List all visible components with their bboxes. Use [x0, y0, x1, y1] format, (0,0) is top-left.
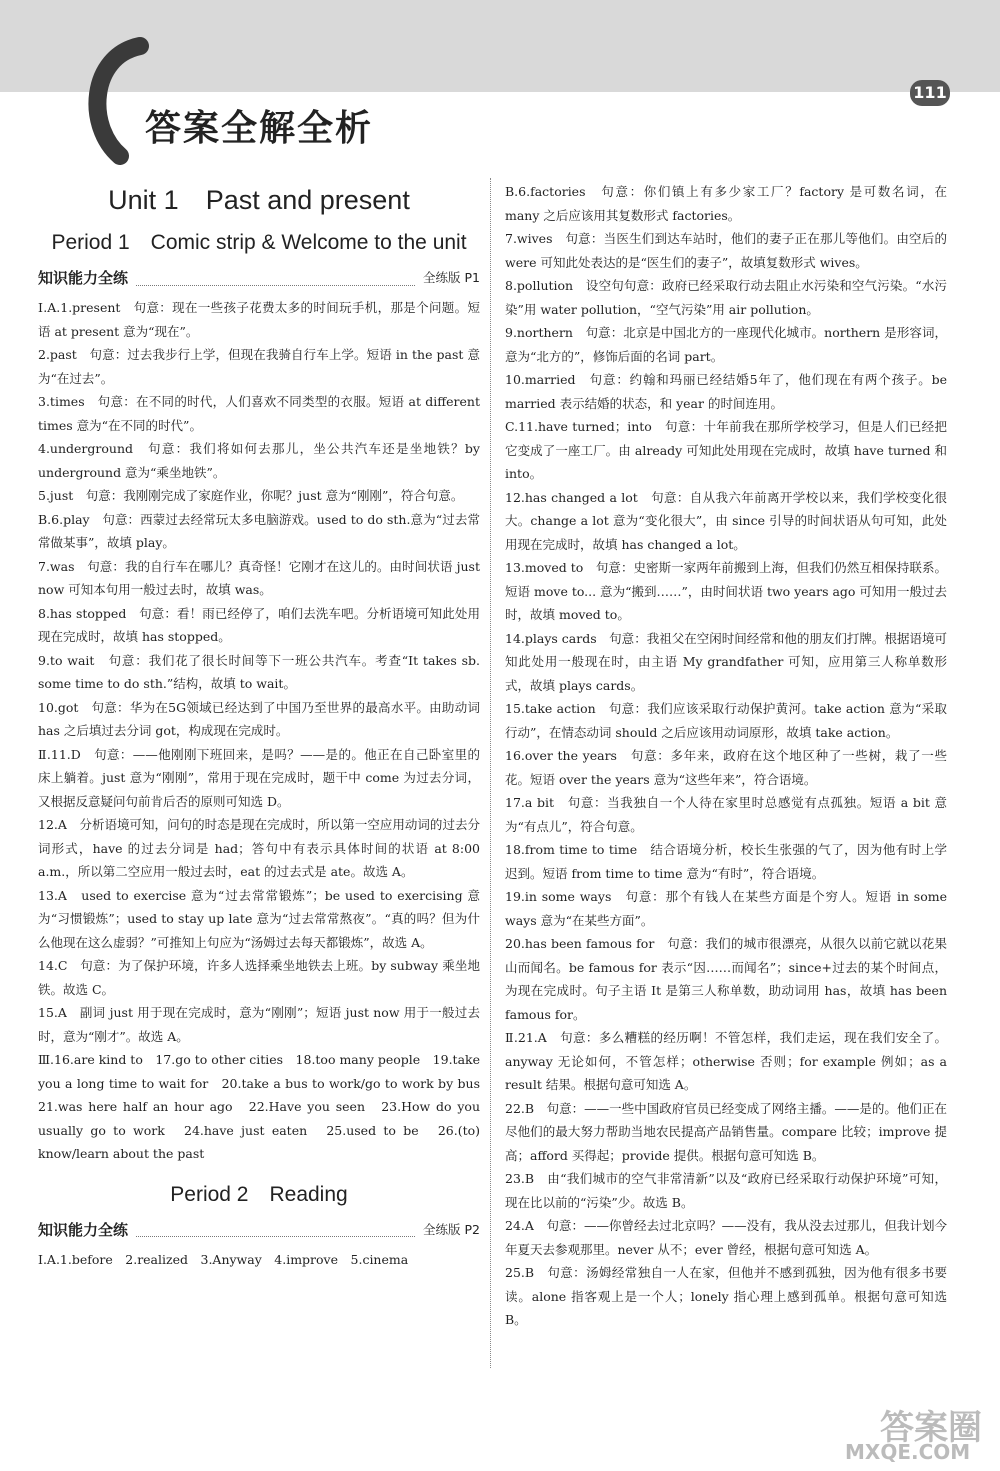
answer-item: 24.A 句意：——你曾经去过北京吗？——没有，我从没去过那儿，但我计划今年夏天去参观那里。never 从不；ever 曾经，根据句意可知选 A。	[505, 1218, 947, 1257]
period-title: Period 1 Comic strip & Welcome to the unit	[51, 231, 467, 254]
section-header	[38, 264, 480, 292]
section-header	[38, 1216, 480, 1244]
answer-item: 13.A used to exercise 意为“过去常常锻炼”；be used to exercising 意为“习惯锻炼”；used to stay up late 意为“过去常常熬夜”。“真的吗？但为什么他现在这么虚弱？”可推知上句应为“汤姆过去每天都锻炼”，故选 A。	[38, 887, 480, 950]
answer-item: 13.moved to 句意：史密斯一家两年前搬到上海，但我们仍然互相保持联系。短语 move to... 意为“搬到……”，由时间状语 two years ago 可知用一般过去时，故填 moved to。	[505, 560, 947, 622]
answer-item: 12.A 分析语境可知，问句的时态是现在完成时，所以第一空应用动词的过去分词形式，have 的过去分词是 had；答句中有表示具体时间的状语 at 8:00 a.m.，所以第二空应用一般过去时，eat 的过去式是 ate。故选 A。	[38, 817, 480, 879]
answer-item: 3.times 句意：在不同的时代，人们喜欢不同类型的衣服。短语 at different times 意为“在不同的时代”。	[38, 394, 480, 433]
answer-item: 4.underground 句意：我们将如何去那儿，坐公共汽车还是坐地铁？by underground 意为“乘坐地铁”。	[38, 441, 480, 480]
answer-item: 15.A 副词 just 用于现在完成时，意为“刚刚”；短语 just now 用于一般过去时，意为“刚才”。故选 A。	[38, 1005, 480, 1044]
right-column	[505, 180, 947, 1332]
section-label: 知识能力全练	[38, 269, 129, 287]
answer-item: 14.plays cards 句意：我祖父在空闲时间经常和他的朋友们打牌。根据语境可知此处用一般现在时，由主语 My grandfather 可知，应用第三人称单数形式，故填 plays cards。	[505, 630, 947, 693]
answer-list	[38, 296, 493, 1166]
answer-item: 5.just 句意：我刚刚完成了家庭作业，你呢？just 意为“刚刚”，符合句意。	[38, 488, 464, 503]
answer-item: 16.over the years 句意：多年来，政府在这个地区种了一些树，栽了一些花。短语 over the years 意为“这些年来”，符合语境。	[505, 748, 947, 787]
answer-item: 25.B 句意：汤姆经常独自一人在家，但他并不感到孤独，因为他有很多书要读。alone 指客观上是一个人；lonely 指心理上感到孤单。根据句意可知选 B。	[505, 1265, 947, 1327]
section-ref: 全练版 P1	[423, 270, 480, 285]
answer-item: 19.in some ways 句意：那个有钱人在某些方面是个穷人。短语 in some ways 意为“在某些方面”。	[505, 889, 947, 928]
watermark-url: MXQE.COM	[845, 1440, 971, 1464]
column-divider	[490, 178, 491, 1368]
answer-item: Ⅱ.21.A 句意：多么糟糕的经历啊！不管怎样，我们走运，现在我们安全了。anyway 无论如何，不管怎样；otherwise 否则；for example 例如；as a result 结果。根据句意可知选 A。	[505, 1030, 947, 1092]
answer-item: Ⅰ.A.1.before 2.realized 3.Anyway 4.improve 5.cinema	[38, 1251, 409, 1267]
answer-item: 9.to wait 句意：我们花了很长时间等下一班公共汽车。考查“It takes sb. some time to do sth.”结构，故填 to wait。	[38, 652, 480, 691]
answer-item: 15.take action 句意：我们应该采取行动保护黄河。take action 意为“采取行动”，在情态动词 should 之后应该用动词原形，故填 take action。	[505, 701, 947, 740]
answer-item: 7.wives 句意：当医生们到达车站时，他们的妻子正在那儿等他们。由空后的 were 可知此处表达的是“医生们的妻子”，故填复数形式 wives。	[505, 231, 947, 270]
answer-item: Ⅱ.11.D 句意：——他刚刚下班回来，是吗？——是的。他正在自己卧室里的床上躺着。just 意为“刚刚”，常用于现在完成时，题干中 come 为过去分词，又根据反意疑问句前肯后否的原则可知选 D。	[38, 746, 480, 809]
answer-item: 20.has been famous for 句意：我们的城市很漂亮，从很久以前它就以花果山而闻名。be famous for 表示“因……而闻名”；since+过去的某个时间点，为现在完成时。句子主语 It 是第三人称单数，助动词用 has，故填 has been famous for。	[505, 936, 947, 1022]
answer-item: Ⅰ.A.1.present 句意：现在一些孩子花费太多的时间玩手机，那是个问题。短语 at present 意为“现在”。	[38, 300, 480, 339]
left-column	[38, 180, 493, 1271]
answer-item: 10.got 句意：华为在5G领域已经达到了中国乃至世界的最高水平。由助动词 has 之后填过去分词 got，构成现在完成时。	[38, 699, 480, 738]
answer-item: C.11.have turned；into 句意：十年前我在那所学校学习，但是人们已经把它变成了一座工厂。由 already 可知此处用现在完成时，故填 have turned 和 into。	[505, 419, 947, 481]
answer-item: 2.past 句意：过去我步行上学，但现在我骑自行车上学。短语 in the past 意为“在过去”。	[38, 347, 480, 386]
answer-item: 22.B 句意：——一些中国政府官员已经变成了网络主播。——是的。他们正在尽他们的最大努力帮助当地农民提高产品销售量。compare 比较；improve 提高；afford 买得起；provide 提供。根据句意可知选 B。	[505, 1100, 947, 1163]
answer-item: 10.married 句意：约翰和玛丽已经结婚5年了，他们现在有两个孩子。be married 表示结婚的状态，和 year 的时间连用。	[505, 372, 947, 411]
answer-item: B.6.factories 句意：你们镇上有多少家工厂？factory 是可数名词，在 many 之后应该用其复数形式 factories。	[505, 184, 947, 223]
answer-list	[38, 1248, 480, 1272]
page-number: 111	[910, 80, 950, 106]
answer-item: 14.C 句意：为了保护环境，许多人选择乘坐地铁去上班。by subway 乘坐地铁。故选 C。	[38, 958, 480, 997]
dotted-leader	[136, 271, 415, 286]
answer-item: 18.from time to time 结合语境分析，校长生张强的气了，因为他有时上学迟到。短语 from time to time 意为“有时”，符合语境。	[505, 842, 947, 881]
answer-item: 9.northern 句意：北京是中国北方的一座现代化城市。northern 是形容词，意为“北方的”，修饰后面的名词 part。	[505, 325, 947, 364]
section-ref: 全练版 P2	[423, 1221, 480, 1237]
watermark-logo: 答案圈	[880, 1408, 982, 1448]
answer-item: 8.pollution 设空句句意：政府已经采取行动去阻止水污染和空气污染。“水污染”用 water pollution，“空气污染”用 air pollution。	[505, 278, 947, 317]
dotted-leader	[136, 1222, 415, 1237]
answer-list	[505, 180, 947, 1332]
answer-item: 17.a bit 句意：当我独自一个人待在家里时总感觉有点孤独。短语 a bit 意为“有点儿”，符合句意。	[505, 795, 947, 834]
section-label: 知识能力全练	[38, 1220, 129, 1239]
period-title: Period 2 Reading	[170, 1182, 348, 1206]
page-title: 答案全解全析	[145, 108, 374, 149]
answer-item: B.6.play 句意：西蒙过去经常玩太多电脑游戏。used to do sth.意为“过去常常做某事”，故填 play。	[38, 511, 480, 550]
unit-title: Unit 1 Past and present	[108, 185, 410, 215]
answer-item: 12.has changed a lot 句意：自从我六年前离开学校以来，我们学校变化很大。change a lot 意为“变化很大”，由 since 引导的时间状语从句可知，此处用现在完成时，故填 has changed a lot。	[505, 489, 947, 552]
answer-item: 8.has stopped 句意：看！雨已经停了，咱们去洗车吧。分析语境可知此处用现在完成时，故填 has stopped。	[38, 605, 480, 644]
answer-item: 23.B 由“我们城市的空气非常清新”以及“政府已经采取行动保护环境”可知，现在比以前的“污染”少。故选 B。	[505, 1171, 947, 1210]
answer-item: 7.was 句意：我的自行车在哪儿？真奇怪！它刚才在这儿的。由时间状语 just now 可知本句用一般过去时，故填 was。	[38, 558, 480, 597]
answer-item: Ⅲ.16.are kind to 17.go to other cities 18.too many people 19.take you a long time to wait for 20.take a bus to work/go to work by bus 21.was here half an hour ago 22.Have you seen 23.How do you usually go to work 24.have just eaten 25.used to be 26.(to) know/learn about the past	[38, 1052, 493, 1161]
